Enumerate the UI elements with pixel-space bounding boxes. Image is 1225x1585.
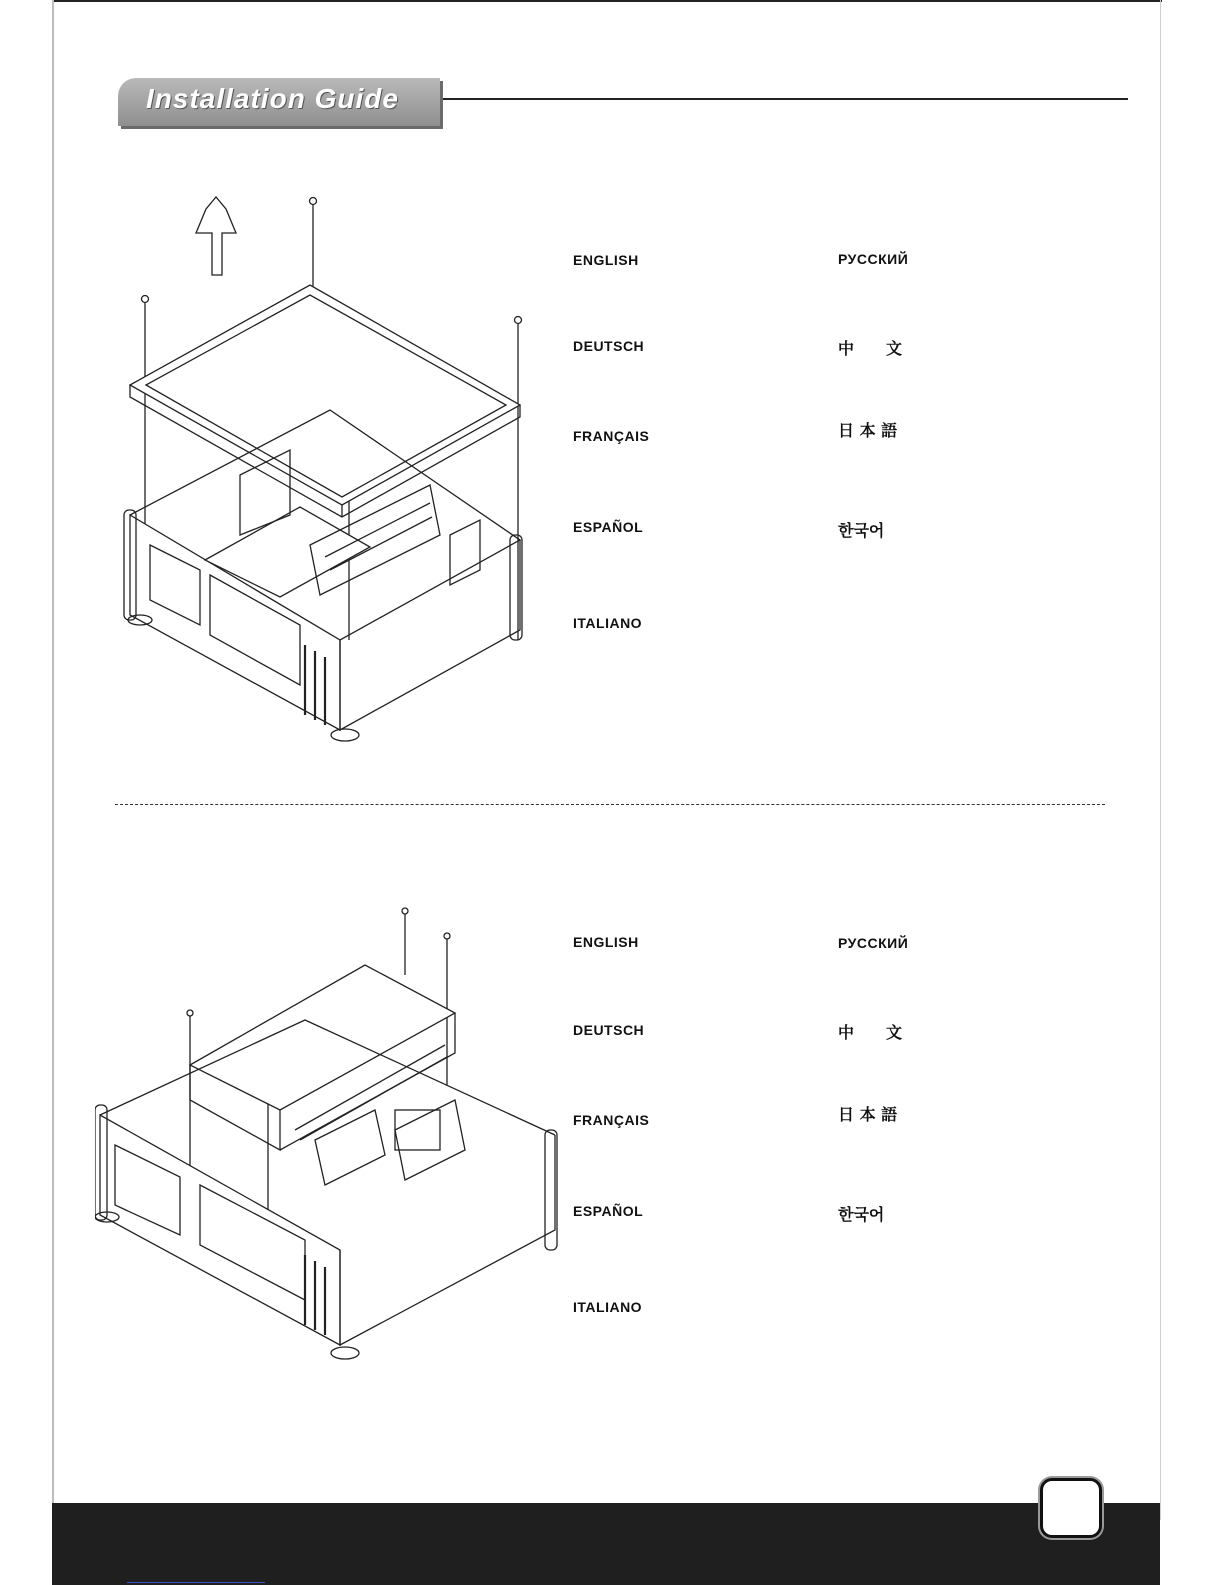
lang-label-korean: 한국어 bbox=[838, 1205, 885, 1224]
lang-label-japanese: 日 本 語 bbox=[838, 1105, 898, 1124]
page-left-border bbox=[52, 0, 54, 1585]
page-title: Installation Guide bbox=[146, 83, 399, 114]
footer-bar bbox=[52, 1503, 1160, 1585]
figure-remove-drive-bay bbox=[95, 905, 565, 1370]
screw-icon bbox=[142, 296, 149, 531]
lang-label-deutsch: DEUTSCH bbox=[573, 338, 645, 354]
page-right-border bbox=[1160, 0, 1161, 1520]
lang-label-espanol: ESPAÑOL bbox=[573, 1203, 644, 1219]
lang-label-francais: FRANÇAIS bbox=[573, 428, 650, 444]
lang-label-english: ENGLISH bbox=[573, 934, 639, 950]
screw-icon bbox=[310, 198, 317, 292]
lang-label-francais: FRANÇAIS bbox=[573, 1112, 650, 1128]
footer-link-underline[interactable] bbox=[127, 1582, 265, 1583]
figure-remove-top-cover bbox=[110, 185, 550, 755]
screw-icon bbox=[402, 908, 408, 975]
lang-label-english: ENGLISH bbox=[573, 252, 639, 268]
lang-label-espanol: ESPAÑOL bbox=[573, 519, 644, 535]
lang-label-italiano: ITALIANO bbox=[573, 1299, 643, 1315]
lang-label-japanese: 日 本 語 bbox=[838, 421, 898, 440]
lang-label-russian: РУССКИЙ bbox=[838, 251, 909, 267]
page-number-box bbox=[1040, 1478, 1102, 1538]
up-arrow-icon bbox=[196, 197, 236, 275]
lang-label-chinese: 中 文 bbox=[838, 339, 903, 358]
section-divider bbox=[115, 804, 1105, 805]
lang-label-deutsch: DEUTSCH bbox=[573, 1022, 645, 1038]
title-rule bbox=[443, 98, 1128, 100]
lang-label-chinese: 中 文 bbox=[838, 1023, 903, 1042]
page-top-border bbox=[52, 0, 1162, 2]
lang-label-russian: РУССКИЙ bbox=[838, 935, 909, 951]
lang-label-italiano: ITALIANO bbox=[573, 615, 643, 631]
lang-label-korean: 한국어 bbox=[838, 521, 885, 540]
